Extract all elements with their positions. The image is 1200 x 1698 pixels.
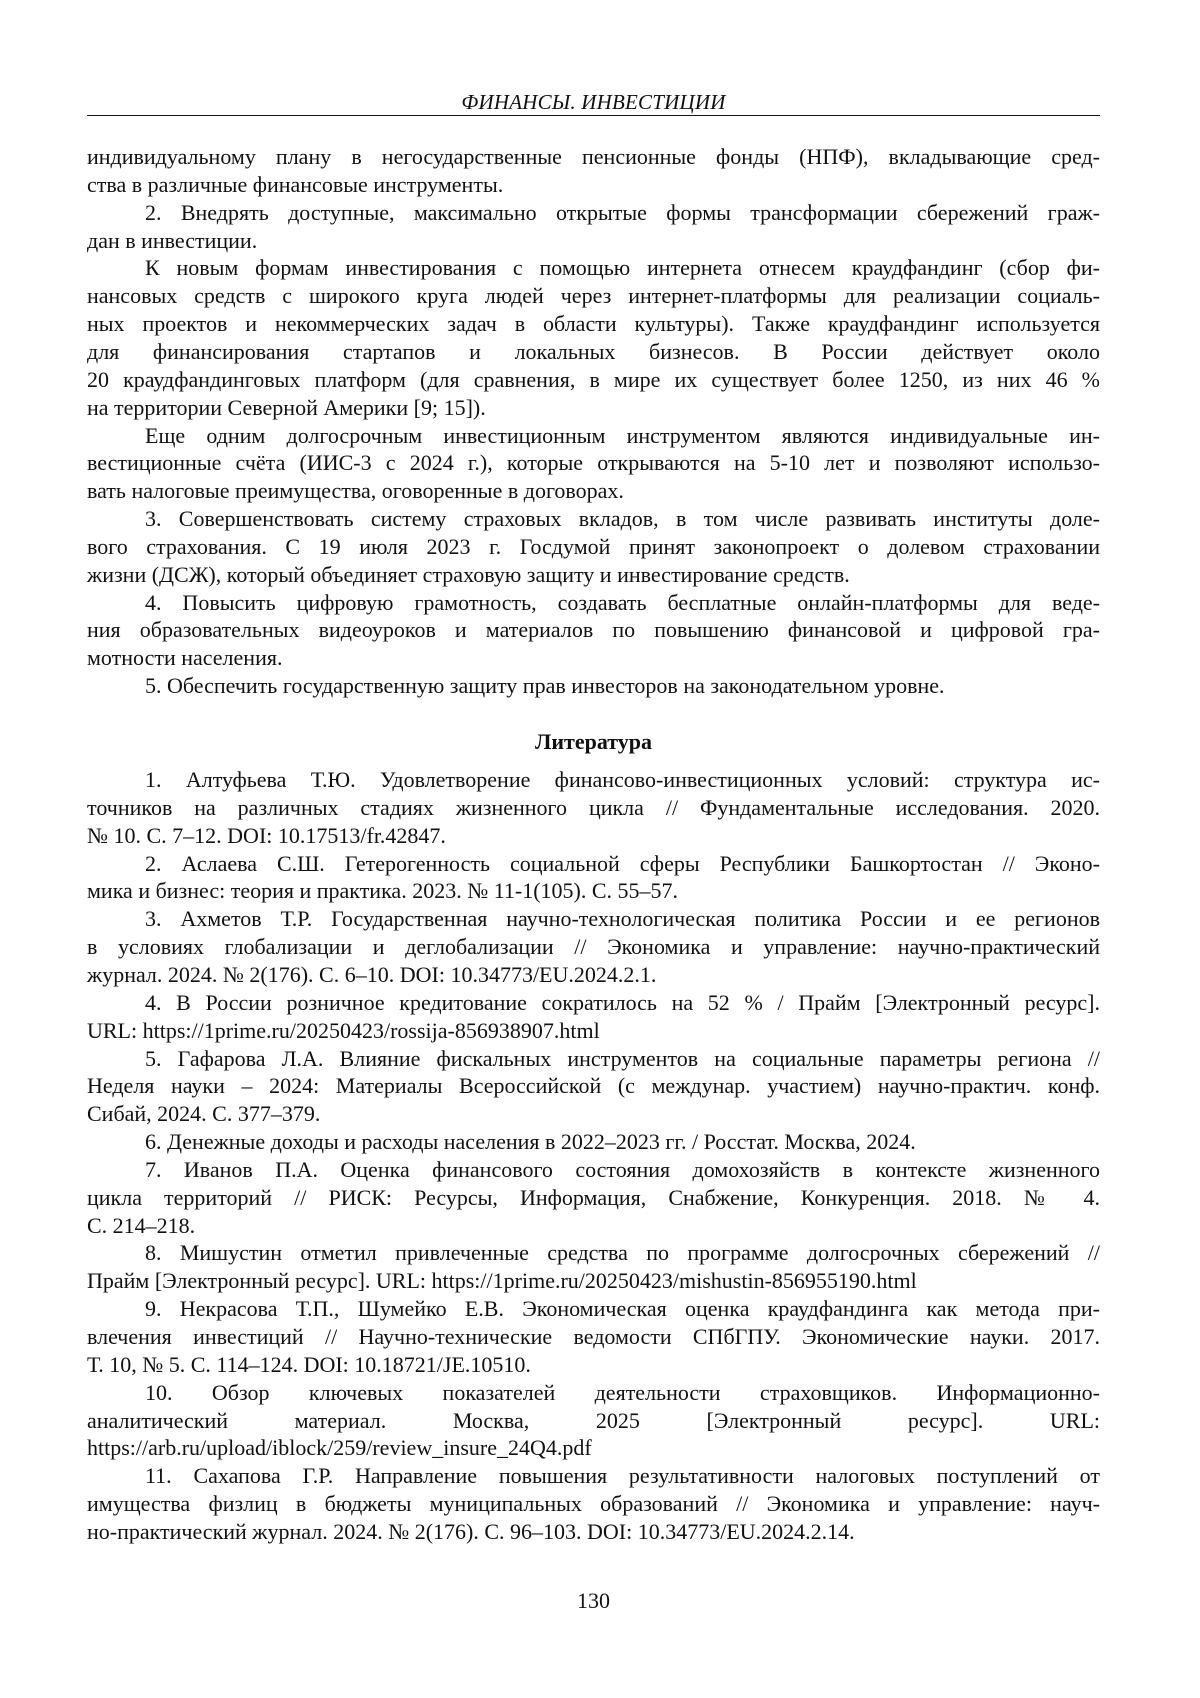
reference-line: Т. 10, № 5. С. 114–124. DOI: 10.18721/JE.10510. bbox=[87, 1351, 531, 1377]
reference-line: влечения инвестиций // Научно-технические ведомости СПбГПУ. Экономические науки. 2017. bbox=[87, 1324, 1100, 1349]
paragraph-line: 2. Внедрять доступные, максимально открытые формы трансформации сбережений граж- bbox=[145, 199, 1100, 225]
reference-line: Сибай, 2024. С. 377–379. bbox=[87, 1101, 321, 1127]
reference-line: аналитический материал. Москва, 2025 [Электронный ресурс]. URL: bbox=[87, 1407, 1100, 1433]
paragraph-line: 20 краудфандинговых платформ (для сравнения, в мире их существует более 1250, из них 46 % bbox=[87, 366, 1100, 392]
paragraph-line: 5. Обеспечить государственную защиту прав инвесторов на законодательном уровне. bbox=[145, 673, 945, 699]
paragraph-line: ния образовательных видеоуроков и материалов по повышению финансовой и цифровой гра- bbox=[87, 617, 1100, 643]
paragraph-line: вать налоговые преимущества, оговоренные в договорах. bbox=[87, 478, 624, 504]
paragraph-line: мотности населения. bbox=[87, 645, 283, 671]
paragraph-line: нансовых средств с широкого круга людей через интернет-платформы для реализации социаль- bbox=[87, 283, 1100, 309]
reference-line: URL: https://1prime.ru/20250423/rossija-856938907.html bbox=[87, 1017, 600, 1043]
paragraph-line: Еще одним долгосрочным инвестиционным инструментом являются индивидуальные ин- bbox=[145, 422, 1100, 448]
reference-line: цикла территорий // РИСК: Ресурсы, Информация, Снабжение, Конкуренция. 2018. № 4. bbox=[87, 1184, 1100, 1210]
paragraph-line: К новым формам инвестирования с помощью интернета отнесем краудфандинг (сбор фи- bbox=[145, 255, 1100, 281]
paragraph-line: жизни (ДСЖ), который объединяет страховую защиту и инвестирование средств. bbox=[87, 561, 850, 587]
reference-line: 7. Иванов П.А. Оценка финансового состояния домохозяйств в контексте жизненного bbox=[145, 1156, 1100, 1182]
reference-line: 4. В России розничное кредитование сократилось на 52 % / Прайм [Электронный ресурс]. bbox=[145, 989, 1100, 1015]
running-header-title: ФИНАНСЫ. ИНВЕСТИЦИИ bbox=[461, 90, 726, 114]
reference-line: имущества физлиц в бюджеты муниципальных образований // Экономика и управление: науч- bbox=[87, 1491, 1100, 1517]
paragraph-line: 4. Повысить цифровую грамотность, создавать бесплатные онлайн-платформы для веде- bbox=[145, 589, 1100, 615]
paragraph-line: ных проектов и некоммерческих задач в области культуры). Также краудфандинг используется bbox=[87, 311, 1100, 337]
paragraph-line: вестиционные счёта (ИИС-3 с 2024 г.), которые открываются на 5-10 лет и позволяют использо- bbox=[87, 450, 1100, 476]
paragraph-line: ства в различные финансовые инструменты. bbox=[87, 171, 504, 197]
reference-line: С. 214–218. bbox=[87, 1212, 196, 1238]
paragraph-line: для финансирования стартапов и локальных бизнесов. В России действует около bbox=[87, 338, 1100, 364]
reference-line: Неделя науки – 2024: Материалы Всероссийской (с междунар. участием) научно-практич. конф. bbox=[87, 1073, 1100, 1099]
reference-line: 1. Алтуфьева Т.Ю. Удовлетворение финансово-инвестиционных условий: структура ис- bbox=[145, 767, 1100, 792]
reference-line: 11. Сахапова Г.Р. Направление повышения результативности налоговых поступлений от bbox=[145, 1463, 1100, 1489]
references-heading: Литература bbox=[534, 729, 653, 754]
reference-line: точников на различных стадиях жизненного цикла // Фундаментальные исследования. 2020. bbox=[87, 794, 1100, 820]
reference-line: в условиях глобализации и деглобализации // Экономика и управление: научно-практический bbox=[87, 934, 1100, 960]
reference-line: 6. Денежные доходы и расходы населения в 2022–2023 гг. / Росстат. Москва, 2024. bbox=[145, 1129, 916, 1155]
reference-line: 3. Ахметов Т.Р. Государственная научно-технологическая политика России и ее регионов bbox=[145, 906, 1100, 932]
reference-line: Прайм [Электронный ресурс]. URL: https://1prime.ru/20250423/mishustin-856955190.html bbox=[87, 1268, 917, 1294]
paragraph-line: дан в инвестиции. bbox=[87, 227, 258, 253]
header-divider bbox=[87, 115, 1100, 116]
reference-line: № 10. С. 7–12. DOI: 10.17513/fr.42847. bbox=[87, 822, 446, 848]
reference-line: 5. Гафарова Л.А. Влияние фискальных инструментов на социальные параметры региона // bbox=[145, 1045, 1100, 1071]
reference-line: 2. Аслаева С.Ш. Гетерогенность социальной сферы Республики Башкортостан // Эконо- bbox=[145, 850, 1100, 876]
reference-line: 8. Мишустин отметил привлеченные средства по программе долгосрочных сбережений // bbox=[145, 1240, 1100, 1266]
reference-line: https://arb.ru/upload/iblock/259/review_insure_24Q4.pdf bbox=[87, 1435, 592, 1461]
reference-line: мика и бизнес: теория и практика. 2023. № 11-1(105). С. 55–57. bbox=[87, 878, 679, 904]
paragraph-line: на территории Северной Америки [9; 15]). bbox=[87, 394, 486, 420]
reference-line: 10. Обзор ключевых показателей деятельности страховщиков. Информационно- bbox=[145, 1379, 1100, 1405]
paragraph-line: вого страхования. С 19 июля 2023 г. Госдумой принят законопроект о долевом страховании bbox=[87, 533, 1100, 559]
reference-line: но-практический журнал. 2024. № 2(176). С. 96–103. DOI: 10.34773/EU.2024.2.14. bbox=[87, 1518, 855, 1544]
page-number: 130 bbox=[577, 1588, 610, 1613]
paragraph-line: 3. Совершенствовать систему страховых вкладов, в том числе развивать институты доле- bbox=[145, 506, 1100, 532]
reference-line: 9. Некрасова Т.П., Шумейко Е.В. Экономическая оценка краудфандинга как метода при- bbox=[145, 1296, 1100, 1322]
reference-line: журнал. 2024. № 2(176). С. 6–10. DOI: 10.34773/EU.2024.2.1. bbox=[87, 961, 657, 987]
paragraph-line: индивидуальному плану в негосударственные пенсионные фонды (НПФ), вкладывающие сред- bbox=[87, 144, 1100, 169]
